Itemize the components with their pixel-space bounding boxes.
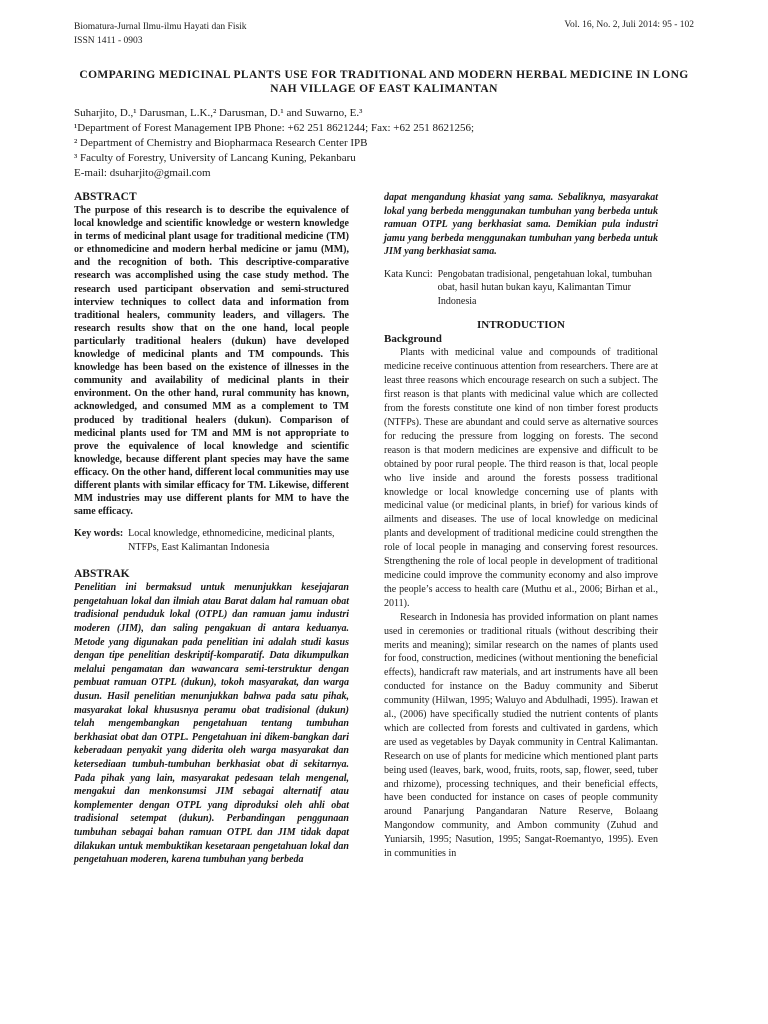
kata-kunci-text: Pengobatan tradisional, pengetahuan lokal, tumbuhan obat, hasil hutan bukan kayu, Kalimantan Timur Indonesia — [437, 268, 652, 307]
paper-title: COMPARING MEDICINAL PLANTS USE FOR TRADITIONAL AND MODERN HERBAL MEDICINE IN LONG NAH VILLAGE OF EAST KALIMANTAN — [79, 69, 689, 95]
author-email: E-mail: dsuharjito@gmail.com — [74, 167, 211, 179]
left-column — [74, 191, 349, 867]
journal-name: Biomatura-Jurnal Ilmu-ilmu Hayati dan Fisik — [74, 22, 247, 32]
issn: ISSN 1411 - 0903 — [74, 36, 143, 46]
keywords-row — [74, 527, 349, 554]
author-block — [74, 106, 694, 181]
kata-kunci-row — [384, 268, 658, 309]
abstract-heading: ABSTRACT — [74, 191, 137, 203]
affiliation-2: ² Department of Chemistry and Biopharmaca Research Center IPB — [74, 137, 368, 149]
keywords-text: Local knowledge, ethnomedicine, medicinal plants, NTFPs, East Kalimantan Indonesia — [128, 528, 335, 553]
right-column — [384, 191, 658, 861]
affiliation-1: ¹Department of Forest Management IPB Phone: +62 251 8621244; Fax: +62 251 8621256; — [74, 122, 475, 134]
introduction-paragraph-2: Research in Indonesia has provided information on plant names used in ceremonies or traditional rituals (without describing their merits and meaning); similar research on the names of plants used for food, construction, medicines (without mentioning the beneficial effects), handicraft raw materials, and art instruments have all been conducted for instance on the Baduy community and Siberut community (Hilwan, 1995; Waluyo and Abdulhadi, 1995). Irawan et al., (2006) have specifically studied the nutrient contents of plants which are collected from forests and cultivated in gardens, which are used as vegetables by Dayak community in Central Kalimantan. Research on use of plants for medicine which mentioned plant parts being used (leaves, bark, wood, fruits, roots, sap, flower, seed, tuber and rhizome), processing techniques, and their beneficial effects, have been conducted for instance on cases of people community around Panarjung Pangandaran Nature Reserve, Bolaang Mangondow community, and Ambon community (Zuhud and Yuniarsih, 1995; Nasution, 1995; Sangat-Roemantyo, 1995). Even in communities in — [384, 611, 658, 860]
keywords-label: Key words: — [74, 528, 124, 540]
volume-info: Vol. 16, No. 2, Juli 2014: 95 - 102 — [564, 20, 694, 30]
abstrak-heading: ABSTRAK — [74, 568, 130, 581]
background-subheading: Background — [384, 333, 442, 346]
abstract-text: The purpose of this research is to describe the equivalence of local knowledge and scientific knowledge or western knowledge in terms of medicinal plant usage for traditional medicine (TM) or ethnomedicine and modern herbal medicine or jamu (MM), and the recognition of both. This descriptive-comparative research was accomplished using the case study method. The research used participant observation and semi-structured interview techniques to collect data and information from traditional healers, community leaders, and villagers. The research results show that on the one hand, local people particularly traditional healers (dukun) have developed knowledge of medicinal plants and TM compounds. This knowledge has been based on the existence of illnesses in the community and availability of medicinal plants in their environment. On the other hand, rural community has known, acknowledged, and consumed MM as a complement to TM produced by traditional healers (dukun). Comparison of medicinal plants used for TM and MM is not appropriate to prove the equivalence of local knowledge and scientific knowledge, because different plant species may have the same efficacy. On the other hand, different local communities may use different plants with similar efficacy for TM. Likewise, different MM industries may use different plants for MM to have the same efficacy. — [74, 205, 349, 518]
authors: Suharjito, D.,¹ Darusman, L.K.,² Darusman, D.¹ and Suwarno, E.³ — [74, 107, 363, 119]
introduction-paragraph-1: Plants with medicinal value and compounds of traditional medicine receive continuous attention from researchers. There are at least three reasons which encourage research on such a subject. The first reason is that plants with medicinal value which are collected from the forests constitute one kind of non timber forest products (NTFPs). These are abundant and could serve as alternative sources for reducing the pressure from logging on forests. The second reason is that modern medicines are expensive and difficult to be obtained by poor rural people. The third reason is that, local people who live inside and around the forests possess traditional knowledge or local knowledge concerning use of plants with medicinal value (or medicinal plants, in brief) for various kinds of ailments and diseases. The use of local knowledge on medicinal plants and development of traditional medicine could strengthen the role of local people in managing and conserving forest resources. Strengthening the role of local people in development of traditional medicine could improve the community economy and also improve the people’s access to health care (Muthu et al., 2006; Birhan et al., 2011). — [384, 347, 658, 609]
kata-kunci-label: Kata Kunci: — [384, 268, 433, 280]
abstrak-text: Penelitian ini bermaksud untuk menunjukkan kesejajaran pengetahuan lokal dan ilmiah atau Barat dalam hal ramuan obat tradisional penduduk lokal (OTPL) dan ramuan jamu industri moderen (JIM), dan saling pengakuan di antara keduanya. Metode yang digunakan pada penelitian ini adalah studi kasus dengan tipe penelitian deskriptif-komparatif. Data dikumpulkan melalui pengamatan dan wawancara semi-terstruktur dengan pembuat ramuan OTPL (dukun), tokoh masyarakat, dan warga dusun. Hasil penelitian menunjukkan bahwa pada satu pihak, masyarakat lokal khususnya peramu obat tradisional (dukun) telah mengembangkan pengetahuan tentang tumbuhan berkhasiat obat dan OTPL. Pengetahuan ini dikem-bangkan dari keberadaan penyakit yang diderita oleh warga masyarakat dan ketersediaan tumbuh-tumbuhan berkhasiat obat di sekitarnya. Pada pihak yang lain, masyarakat pedesaan telah mengenal, mengakui dan menkonsumsi JIM sebagai alternatif atau komplementer dengan OTPL yang diproduksi oleh ahli obat tradisional setempat (dukun). Perbandingan penggunaan tumbuhan sebagai bahan ramuan OTPL dan JIM tidak dapat dilakukan untuk membuktikan kesetaraan pengetahuan lokal dan pengetahuan moderen, karena tumbuhan yang berbeda — [74, 582, 349, 866]
affiliation-3: ³ Faculty of Forestry, University of Lancang Kuning, Pekanbaru — [74, 152, 356, 164]
abstrak-text-continued: dapat mengandung khasiat yang sama. Sebaliknya, masyarakat lokal yang berbeda menggunakan tumbuhan yang berbeda untuk ramuan OTPL yang berkhasiat sama. Demikian pula industri jamu yang berbeda menggunakan tumbuhan yang berbeda untuk JIM yang berkhasiat sama. — [384, 192, 658, 258]
introduction-heading: INTRODUCTION — [476, 319, 565, 332]
running-header-left — [74, 20, 247, 48]
